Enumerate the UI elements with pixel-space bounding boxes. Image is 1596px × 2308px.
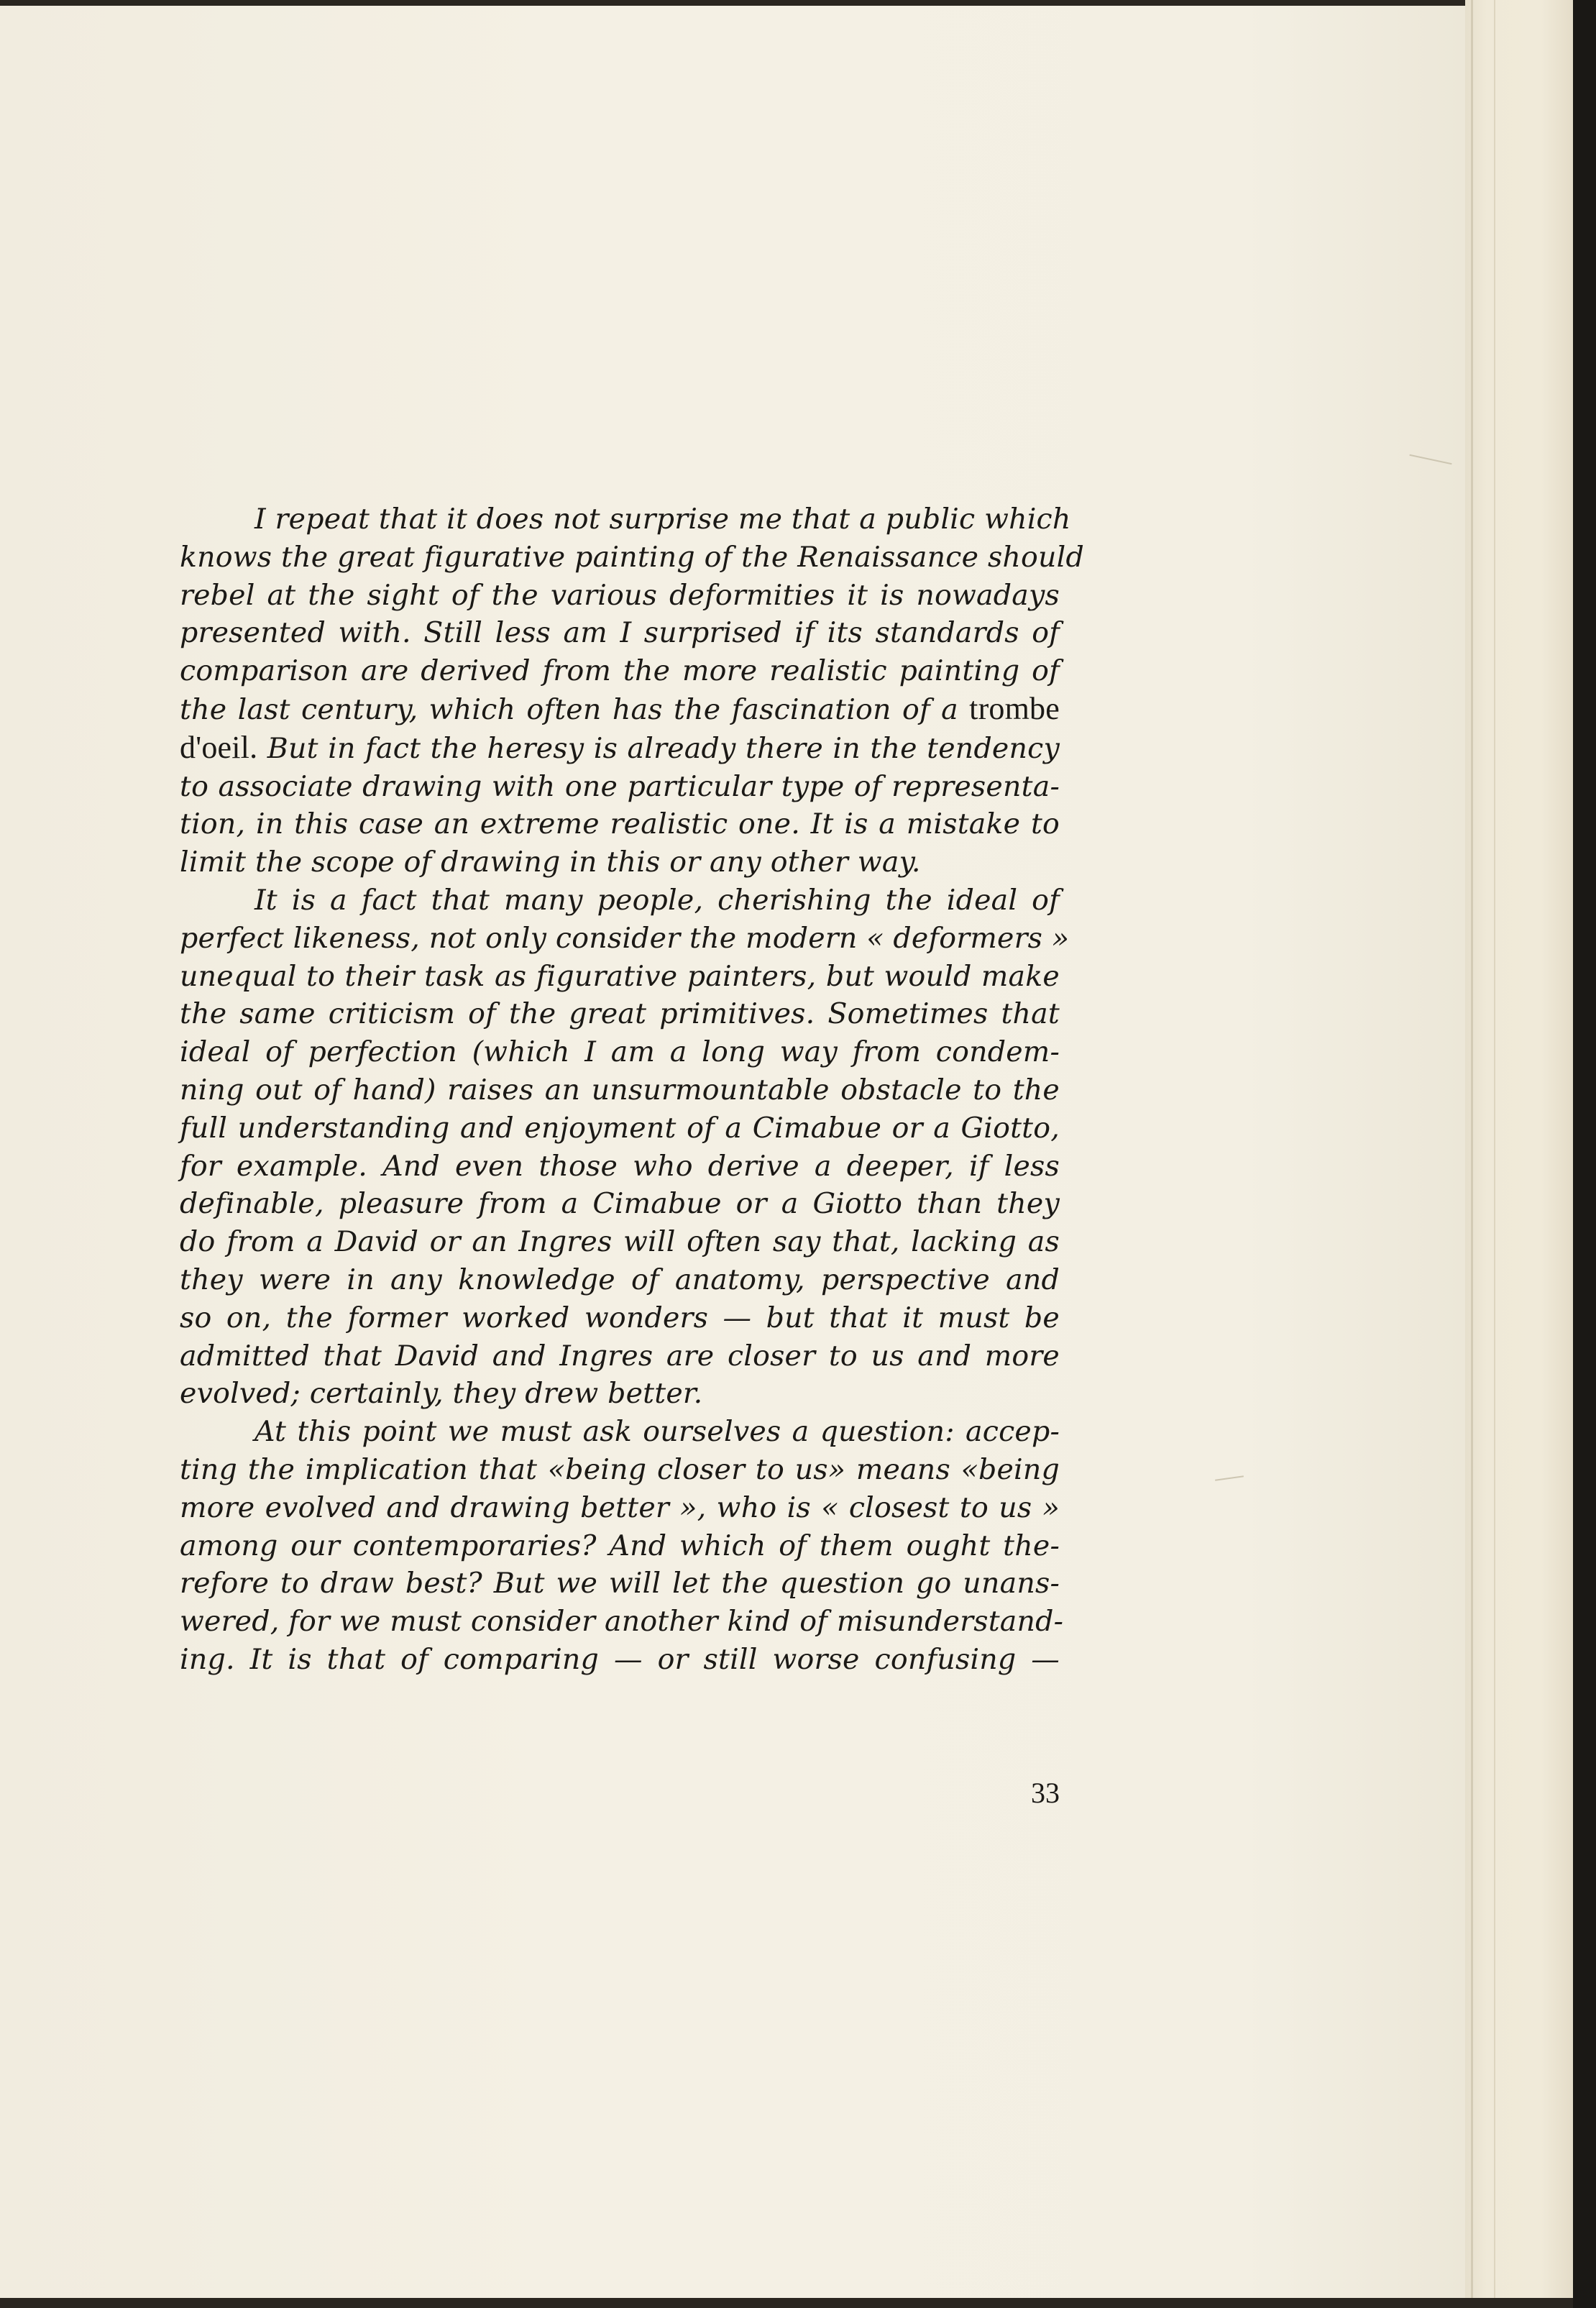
line-text: rebel at the sight of the various deformities it is nowadays — [180, 578, 1060, 612]
text-line — [180, 1375, 1060, 1413]
text-line — [180, 1071, 1060, 1109]
line-text: wered, for we must consider another kind of misunderstand- — [180, 1605, 1064, 1639]
text-line — [180, 1261, 1060, 1299]
text-line — [180, 729, 1060, 768]
text-line — [180, 1603, 1064, 1641]
line-text: comparison are derived from the more realistic painting of — [180, 654, 1060, 688]
text-line — [180, 1489, 1060, 1527]
body-text — [180, 500, 1084, 1679]
text-line — [180, 577, 1060, 615]
line-text: perfect likeness, not only consider the modern « deformers » — [180, 921, 1070, 955]
scan-bottom-edge — [0, 2298, 1573, 2308]
line-text: ideal of perfection (which I am a long way from condem- — [180, 1035, 1060, 1069]
line-text: admitted that David and Ingres are closer to us and more — [180, 1339, 1060, 1373]
text-line — [180, 1148, 1060, 1186]
text-line — [180, 768, 1060, 806]
text-line — [180, 958, 1060, 996]
paper-blemish — [1215, 1475, 1244, 1481]
line-text: At this point we must ask ourselves a question: accep- — [254, 1415, 1060, 1449]
text-line — [180, 1185, 1060, 1223]
line-text: But in fact the heresy is already there in the tendency — [267, 731, 1060, 765]
line-text: more evolved and drawing better », who is « closest to us » — [180, 1490, 1060, 1524]
line-text: tion, in this case an extreme realistic one. It is a mistake to — [180, 807, 1060, 841]
line-text: unequal to their task as figurative painters, but would make — [180, 959, 1060, 993]
text-line — [180, 1299, 1060, 1337]
line-text: limit the scope of drawing in this or any other way. — [180, 846, 921, 879]
roman-word: trombe — [969, 690, 1060, 726]
page-edge-strip — [1465, 0, 1573, 2308]
line-text: the same criticism of the great primitives. Sometimes that — [180, 997, 1060, 1031]
page-number: 33 — [1031, 1777, 1060, 1809]
line-text: they were in any knowledge of anatomy, perspective and — [180, 1263, 1060, 1296]
line-text: definable, pleasure from a Cimabue or a Giotto than they — [180, 1187, 1060, 1221]
text-line — [180, 1451, 1060, 1489]
line-text: do from a David or an Ingres will often say that, lacking as — [180, 1225, 1060, 1259]
text-line — [180, 1527, 1060, 1565]
text-line — [180, 843, 1060, 881]
line-text: evolved; certainly, they drew better. — [180, 1377, 703, 1411]
text-line — [180, 652, 1060, 690]
text-line — [180, 1109, 1060, 1148]
line-text: ning out of hand) raises an unsurmountable obstacle to the — [180, 1073, 1060, 1107]
roman-word: d'oeil. — [180, 729, 258, 765]
line-text: among our contemporaries? And which of them ought the- — [180, 1529, 1060, 1562]
text-line — [180, 881, 1060, 920]
text-line — [180, 690, 1060, 729]
line-text: for example. And even those who derive a deeper, if less — [180, 1149, 1060, 1183]
text-line — [180, 805, 1060, 843]
text-line — [180, 1641, 1060, 1679]
text-line — [180, 920, 1070, 958]
text-line — [180, 614, 1060, 652]
line-text: ting the implication that «being closer to us» means «being — [180, 1452, 1060, 1486]
text-line — [180, 1565, 1060, 1603]
line-text: full understanding and enjoyment of a Cimabue or a Giotto, — [180, 1111, 1060, 1145]
line-text: so on, the former worked wonders — but that it must be — [180, 1301, 1060, 1334]
text-line — [180, 1413, 1060, 1451]
line-text: to associate drawing with one particular type of representa- — [180, 769, 1060, 803]
line-text: ing. It is that of comparing — or still worse confusing — — [180, 1642, 1060, 1676]
line-text: knows the great figurative painting of the Renaissance should — [180, 540, 1084, 574]
text-line — [180, 1223, 1060, 1261]
line-text: the last century, which often has the fascination of a — [180, 692, 958, 726]
text-line — [180, 539, 1084, 577]
text-line — [180, 500, 1071, 539]
text-line — [180, 995, 1060, 1033]
text-line — [180, 1033, 1060, 1071]
line-text: presented with. Still less am I surprised if its standards of — [180, 616, 1060, 650]
paper-blemish — [1409, 454, 1451, 464]
line-text: refore to draw best? But we will let the question go unans- — [180, 1567, 1060, 1601]
line-text: It is a fact that many people, cherishing the ideal of — [254, 883, 1060, 917]
text-line — [180, 1337, 1060, 1375]
line-text: I repeat that it does not surprise me that a public which — [254, 503, 1071, 536]
